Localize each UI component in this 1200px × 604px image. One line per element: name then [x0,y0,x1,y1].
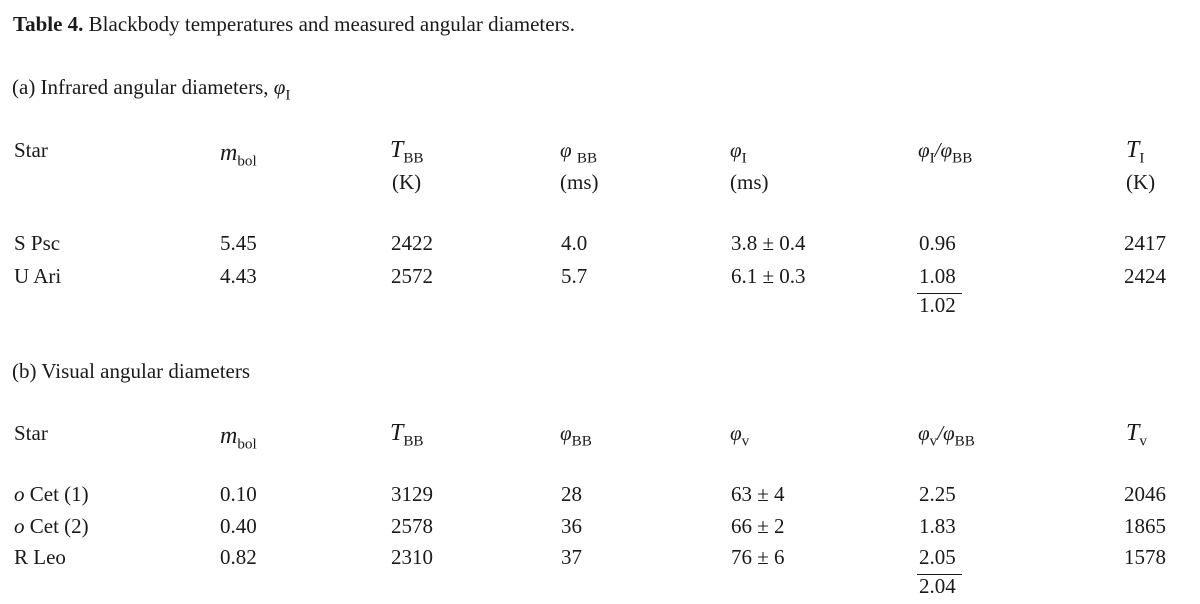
cell-ratio: 2.05 [919,545,956,569]
cell-ratio: 1.08 [919,264,956,288]
cell-tbb: 2310 [391,545,433,569]
table-caption [13,14,575,35]
cell-t: 2424 [1124,264,1166,288]
cell-phi: 6.1 ± 0.3 [731,264,806,288]
col-header-star: Star [14,421,48,445]
cell-t: 1865 [1124,514,1166,538]
section-a-heading: (a) Infrared angular diameters, $\varphi_I$ [12,75,291,104]
col-header-tbb: $T_{BB}$ [390,137,424,167]
cell-t: 1578 [1124,545,1166,569]
cell-t: 2417 [1124,231,1166,255]
cell-phibb: 36 [561,514,582,538]
cell-mbol: 0.10 [220,482,257,506]
cell-star: o Cet (2) [14,514,89,538]
cell-t: 2046 [1124,482,1166,506]
section-b-heading: (b) Visual angular diameters [12,359,251,383]
col-header-star: Star [14,138,48,162]
cell-phi: 76 ± 6 [731,545,785,569]
cell-tbb: 2422 [391,231,433,255]
cell-phi: 63 ± 4 [731,482,785,506]
col-header-tbb-unit: (K) [392,170,422,194]
col-header-t: $T_I$ [1126,137,1145,167]
cell-phibb: 37 [561,545,582,569]
cell-mbol: 5.45 [220,231,257,255]
col-header-phibb: $\varphi_{BB}$ [560,421,592,450]
mean-ratio: 1.02 [917,293,962,316]
cell-tbb: 2572 [391,264,433,288]
cell-ratio: 2.25 [919,482,956,506]
cell-mbol: 0.82 [220,545,257,569]
col-header-mbol: $m_{bol}$ [220,423,257,453]
col-header-mbol: $m_{bol}$ [220,140,257,170]
table-number: Table 4. [13,12,84,36]
col-header-phi: $\varphi_I$ [730,138,747,167]
col-header-ratio: $\varphi_I/\varphi_{BB}$ [918,138,973,167]
col-header-phibb-unit: (ms) [560,170,599,194]
cell-star: R Leo [14,545,66,569]
cell-phibb: 4.0 [561,231,588,255]
cell-star: S Psc [14,231,61,255]
cell-ratio: 0.96 [919,231,956,255]
col-header-t: $T_v$ [1126,420,1147,450]
cell-mbol: 0.40 [220,514,257,538]
cell-mbol: 4.43 [220,264,257,288]
cell-phi: 3.8 ± 0.4 [731,231,806,255]
cell-tbb: 2578 [391,514,433,538]
cell-phi: 66 ± 2 [731,514,785,538]
col-header-phi: $\varphi_v$ [730,421,750,450]
col-header-ratio: $\varphi_v/\varphi_{BB}$ [918,421,975,450]
cell-phibb: 28 [561,482,582,506]
cell-tbb: 3129 [391,482,433,506]
mean-ratio: 2.04 [917,574,962,597]
cell-star: o Cet (1) [14,482,89,506]
col-header-t-unit: (K) [1126,170,1156,194]
cell-phibb: 5.7 [561,264,588,288]
col-header-phi-unit: (ms) [730,170,769,194]
table-title: Blackbody temperatures and measured angular diameters. [88,12,575,36]
cell-star: U Ari [14,264,62,288]
col-header-tbb: $T_{BB}$ [390,420,424,450]
cell-ratio: 1.83 [919,514,956,538]
col-header-phibb: φ $_{BB}$ [560,138,598,167]
